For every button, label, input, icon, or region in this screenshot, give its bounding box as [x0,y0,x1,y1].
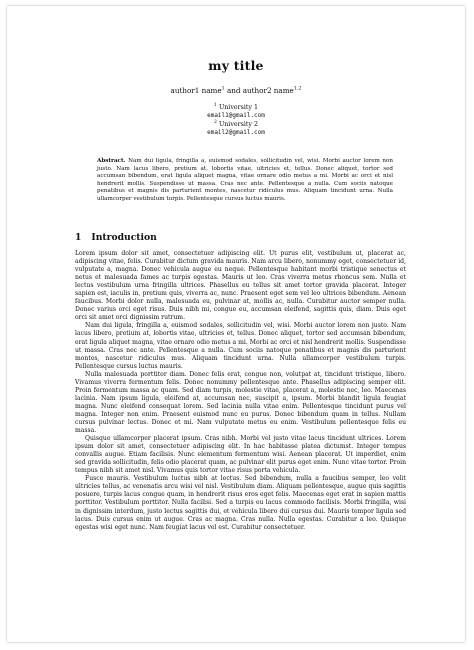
affiliation-2-mark: 2 [214,120,217,125]
paragraph-3: Nulla malesuada porttitor diam. Donec felis erat, congue non, volutpat at, tincidunt tristique, libero. Vivamus viverra fermentum felis. Donec nonummy pellentesque ante. Phasellus adipiscing semper elit. Proin fermentum massa ac quam. Sed diam turpis, molestie vitae, placerat a, molestie nec, leo. Maecenas lacinia. Nam ipsum ligula, eleifend at, accumsan nec, suscipit a, ipsum. Morbi blandit ligula feugiat magna. Nunc eleifend consequat lorem. Sed lacinia nulla vitae enim. Pellentesque tincidunt purus vel magna. Integer non enim. Praesent euismod nunc eu purus. Donec bibendum quam in tellus. Nullam cursus pulvinar lectus. Donec et mi. Nam vulputate metus eu enim. Vestibulum pellentesque felis eu massa. [75,370,406,435]
paragraph-2: Nam dui ligula, fringilla a, euismod sodales, sollicitudin vel, wisi. Morbi auctor lorem non justo. Nam lacus libero, pretium at, lobortis vitae, ultricies et, tellus. Donec aliquet, tortor sed accumsan bibendum, erat ligula aliquet magna, vitae ornare odio metus a mi. Morbi ac orci et nisl hendrerit mollis. Suspendisse ut massa. Cras nec ante. Pellentesque a nulla. Cum sociis natoque penatibus et magnis dis parturient montes, nascetur ridiculus mus. Aliquam tincidunt urna. Nulla ullamcorper vestibulum turpis. Pellentesque cursus luctus mauris. [75,322,406,370]
author-1-affiliation-mark: 1 [221,86,225,92]
paper-title: my title [208,58,264,73]
abstract-text: Nam dui ligula, fringilla a, euismod sodales, sollicitudin vel, wisi. Morbi auctor lorem non justo. Nam lacus libero, pretium at, lobortis vitae, ultricies et, tellus. Donec aliquet, tortor sed accumsan bibendum, erat ligula aliquet magna, vitae ornare odio metus a mi. Morbi ac orci et nisl hendrerit mollis. Suspendisse ut massa. Cras nec ante. Pellentesque a nulla. Cum sociis natoque penatibus et magnis dis parturient montes, nascetur ridiculus mus. Aliquam tincidunt urna. Nulla ullamcorper vestibulum turpis. Pellentesque cursus luctus mauris. [97,158,394,202]
author-1-name: author1 name [170,86,222,95]
section-number: 1 [75,232,82,243]
author-line [7,86,465,95]
abstract-heading: Abstract. [97,158,126,164]
section-body [75,250,406,532]
paragraph-4: Quisque ullamcorper placerat ipsum. Cras nibh. Morbi vel justo vitae lacus tincidunt ultrices. Lorem ipsum dolor sit amet, consectetuer adipiscing elit. In hac habitasse platea dictumst. Integer tempus convallis augue. Etiam facilisis. Nunc elementum fermentum wisi. Aenean placerat. Ut imperdiet, enim sed gravida sollicitudin, felis odio placerat quam, ac pulvinar elit purus eget enim. Nunc vitae tortor. Proin tempus nibh sit amet nisl. Vivamus quis tortor vitae risus porta vehicula. [75,435,406,475]
section-title: Introduction [91,232,157,243]
affiliation-2-name: University 2 [218,121,258,129]
affiliation-1 [7,102,465,120]
paragraph-5: Fusce mauris. Vestibulum luctus nibh at lectus. Sed bibendum, nulla a faucibus semper, leo velit ultricies tellus, ac venenatis arcu wisi vel nisl. Vestibulum diam. Aliquam pellentesque, augue quis sagittis posuere, turpis lacus congue quam, in hendrerit risus eros eget felis. Maecenas eget erat in sapien mattis porttitor. Vestibulum porttitor. Nulla facilisi. Sed a turpis eu lacus commodo facilisis. Morbi fringilla, wisi in dignissim interdum, justo lectus sagittis dui, et vehicula libero dui cursus dui. Mauris tempor ligula sed lacus. Duis cursus enim ut augue. Cras ac magna. Cras nulla. Nulla egestas. Curabitur a leo. Quisque egestas wisi eget nunc. Nam feugiat lacus vel est. Curabitur consectetuer. [75,475,406,531]
affiliation-1-name: University 1 [218,104,258,112]
author-2-name: author2 name [242,86,294,95]
author-joiner: and [224,86,243,95]
document-page [7,6,465,642]
affiliation-2 [7,119,465,137]
author-2-affiliation-mark: 1,2 [293,86,302,92]
affiliation-1-mark: 1 [214,103,217,108]
affiliation-1-email: email1@gmail.com [207,112,265,120]
paragraph-1: Lorem ipsum dolor sit amet, consectetuer adipiscing elit. Ut purus elit, vestibulum ut, placerat ac, adipiscing vitae, felis. Curabitur dictum gravida mauris. Nam arcu libero, nonummy eget, consectetuer id, vulputate a, magna. Donec vehicula augue eu neque. Pellentesque habitant morbi tristique senectus et netus et malesuada fames ac turpis egestas. Mauris ut leo. Cras viverra metus rhoncus sem. Nulla et lectus vestibulum urna fringilla ultrices. Phasellus eu tellus sit amet tortor gravida placerat. Integer sapien est, iaculis in, pretium quis, viverra ac, nunc. Praesent eget sem vel leo ultrices bibendum. Aenean faucibus. Morbi dolor nulla, malesuada eu, pulvinar at, mollis ac, nulla. Curabitur auctor semper nulla. Donec varius orci eget risus. Duis nibh mi, congue eu, accumsan eleifend, sagittis quis, diam. Duis eget orci sit amet orci dignissim rutrum. [75,250,406,322]
section-heading [75,232,157,243]
abstract [97,158,393,204]
affiliation-2-email: email2@gmail.com [207,129,265,137]
